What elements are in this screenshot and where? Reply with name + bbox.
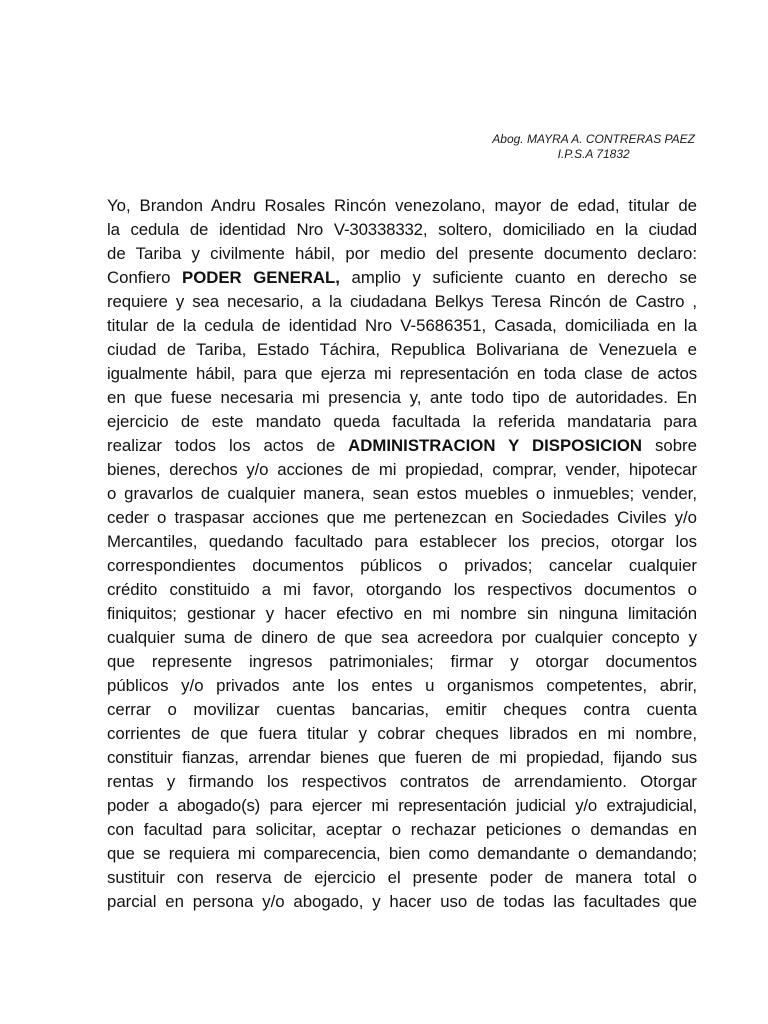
attorney-registration: I.P.S.A 71832	[557, 147, 630, 161]
body-line: en que fuese necesaria mi presencia y, ante todo tipo de autoridades. En	[107, 388, 697, 407]
body-line-text: realizar todos los actos de	[107, 436, 349, 455]
body-line: parcial en persona y/o abogado, y hacer uso de todas las facultades que	[107, 892, 697, 911]
document-body	[107, 194, 697, 914]
body-line-text: amplio y suficiente cuanto en derecho se	[339, 268, 697, 287]
body-line: crédito constituido a mi favor, otorgando los respectivos documentos o	[107, 580, 697, 599]
body-line: corrientes de que fuera titular y cobrar cheques librados en mi nombre,	[107, 724, 697, 743]
body-line: que se requiera mi comparecencia, bien como demandante o demandando;	[107, 844, 697, 863]
attorney-header	[492, 132, 695, 162]
body-line: la cedula de identidad Nro V-30338332, soltero, domiciliado en la ciudad	[107, 220, 697, 239]
body-line: ceder o traspasar acciones que me pertenezcan en Sociedades Civiles y/o	[107, 508, 697, 527]
body-line	[107, 266, 697, 290]
body-line: de Tariba y civilmente hábil, por medio del presente documento declaro:	[107, 244, 697, 263]
body-line: Yo, Brandon Andru Rosales Rincón venezolano, mayor de edad, titular de	[107, 196, 697, 215]
body-line: sustituir con reserva de ejercicio el presente poder de manera total o	[107, 868, 697, 887]
body-line: finiquitos; gestionar y hacer efectivo en mi nombre sin ninguna limitación	[107, 604, 697, 623]
body-line: cualquier suma de dinero de que sea acreedora por cualquier concepto y	[107, 628, 697, 647]
body-line: bienes, derechos y/o acciones de mi propiedad, comprar, vender, hipotecar	[107, 460, 697, 479]
body-line: correspondientes documentos públicos o privados; cancelar cualquier	[107, 556, 697, 575]
body-line	[107, 434, 697, 458]
administracion-disposicion-emphasis: ADMINISTRACION Y DISPOSICION	[348, 436, 643, 455]
body-line: cerrar o movilizar cuentas bancarias, emitir cheques contra cuenta	[107, 700, 697, 719]
body-line: Mercantiles, quedando facultado para establecer los precios, otorgar los	[107, 532, 697, 551]
poder-general-emphasis: PODER GENERAL,	[182, 268, 340, 287]
body-line: ejercicio de este mandato queda facultada la referida mandataria para	[107, 412, 697, 431]
body-line: con facultad para solicitar, aceptar o rechazar peticiones o demandas en	[107, 820, 697, 839]
body-line: ciudad de Tariba, Estado Táchira, Republica Bolivariana de Venezuela e	[107, 340, 697, 359]
body-line: titular de la cedula de identidad Nro V-5686351, Casada, domiciliada en la	[107, 316, 697, 335]
body-line-text: Confiero	[107, 268, 182, 287]
body-line: igualmente hábil, para que ejerza mi representación en toda clase de actos	[107, 364, 697, 383]
body-line: que represente ingresos patrimoniales; firmar y otorgar documentos	[107, 652, 697, 671]
body-line: constituir fianzas, arrendar bienes que fueren de mi propiedad, fijando sus	[107, 748, 697, 767]
body-line: requiere y sea necesario, a la ciudadana Belkys Teresa Rincón de Castro ,	[107, 292, 697, 311]
body-line: o gravarlos de cualquier manera, sean estos muebles o inmuebles; vender,	[107, 484, 697, 503]
attorney-name: Abog. MAYRA A. CONTRERAS PAEZ	[492, 132, 695, 146]
body-line: poder a abogado(s) para ejercer mi representación judicial y/o extrajudicial,	[107, 796, 697, 815]
body-line: rentas y firmando los respectivos contratos de arrendamiento. Otorgar	[107, 772, 697, 791]
body-line-text: sobre	[642, 436, 697, 455]
body-line: públicos y/o privados ante los entes u organismos competentes, abrir,	[107, 676, 697, 695]
